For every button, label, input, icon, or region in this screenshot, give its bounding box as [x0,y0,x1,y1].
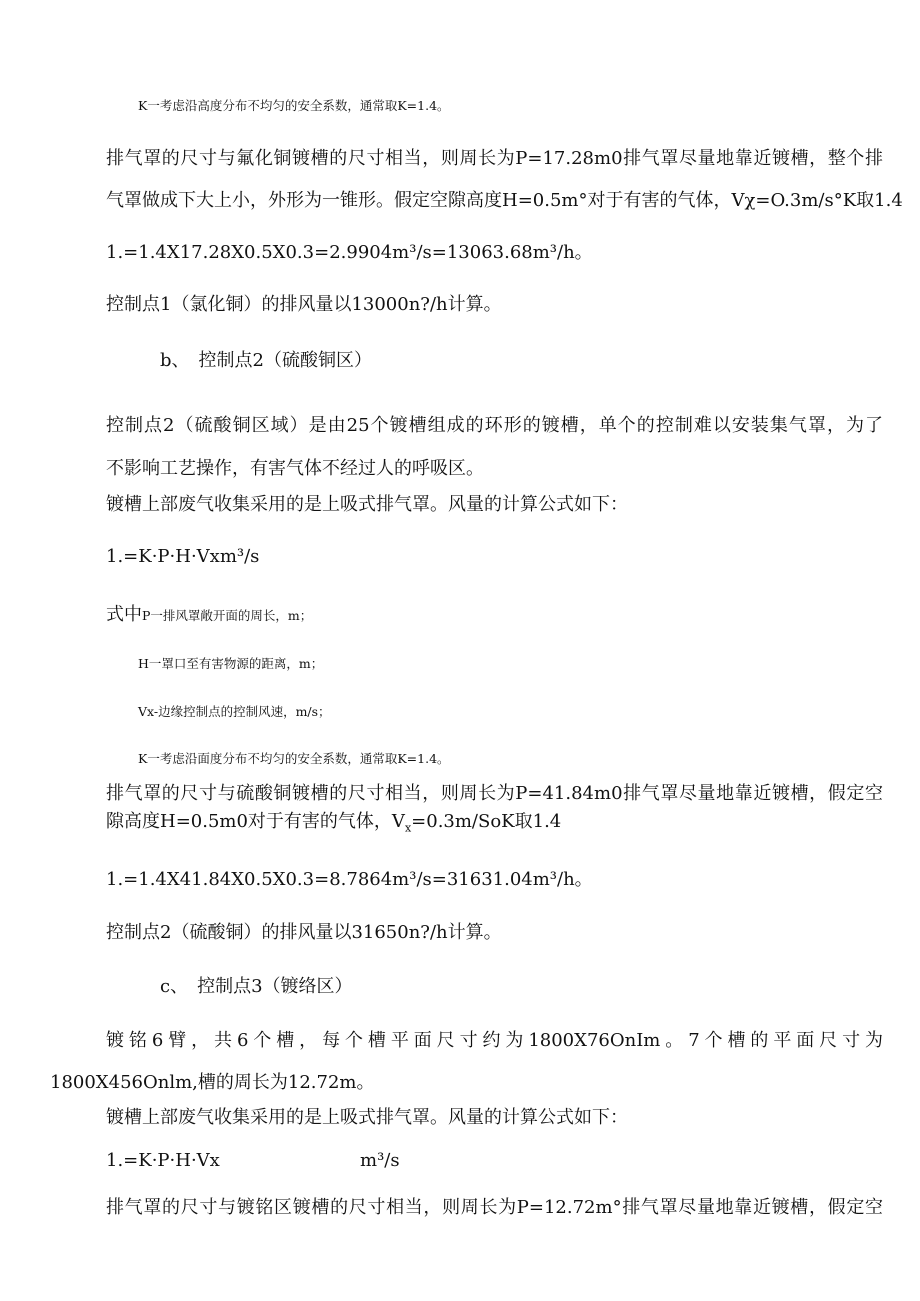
legend-prefix: 式中 [106,604,142,625]
formula-result-1: 1.=1.4X17.28X0.5X0.3=2.9904m³∕s=13063.68m³∕h。 [106,242,593,263]
legend-k: K一考虑沿面度分布不均匀的安全系数，通常取K=1.4。 [138,751,450,766]
legend-vx: Vx-边缘控制点的控制风速，m/s； [138,704,331,719]
paragraph-line: 镀槽上部废气收集采用的是上吸式排气罩。风量的计算公式如下： [106,494,628,515]
legend-p: P一排风罩敞开面的周长，m； [142,608,313,623]
subscript-x: x [404,821,412,835]
paragraph-line: 排气罩的尺寸与硫酸铜镀槽的尺寸相当，则周长为P=41.84m0排气罩尽量地靠近镀槽，假定空 [106,783,883,804]
paragraph-line: 不影响工艺操作，有害气体不经过人的呼吸区。 [106,458,484,479]
paragraph-line: 镀铭6臂，共6个槽，每个槽平面尺寸约为1800X76OnIm。7个槽的平面尺寸为 [106,1030,883,1051]
paragraph-line: 1800X456Onlm,槽的周长为12.72m。 [50,1072,375,1093]
section-heading-b: b、 控制点2（硫酸铜区） [160,350,372,371]
airflow-conclusion-2: 控制点2（硫酸铜）的排风量以31650n?/h计算。 [106,922,502,943]
paragraph-line: 控制点2（硫酸铜区域）是由25个镀槽组成的环形的镀槽，单个的控制难以安装集气罩，为了 [106,415,883,436]
text-run: 隙高度H=0.5m0对于有害的气体，V [106,811,405,832]
paragraph-line: 镀槽上部废气收集采用的是上吸式排气罩。风量的计算公式如下： [106,1107,628,1128]
paragraph-line: 排气罩的尺寸与氟化铜镀槽的尺寸相当，则周长为P=17.28m0排气罩尽量地靠近镀槽，整个排 [106,148,883,169]
legend-h: H一罩口至有害物源的距离，m； [138,656,324,671]
formula-unit: m³∕s [360,1150,400,1171]
formula-result-2: 1.=1.4X41.84X0.5X0.3=8.7864m³∕s=31631.04m³∕h。 [106,869,593,890]
airflow-conclusion-1: 控制点1（氯化铜）的排风量以13000n?/h计算。 [106,294,502,315]
section-heading-c: c、 控制点3（镀络区） [160,976,353,997]
formula-variable: 1.=K·P·H·Vx [106,1150,220,1171]
formula-legend [106,600,312,626]
paragraph-line: 气罩做成下大上小，外形为一锥形。假定空隙高度H=0.5m°对于有害的气体，Vχ=O.3m∕s°K取1.4 [106,190,903,211]
paragraph-line [106,807,561,835]
safety-coefficient-note-1: K一考虑沿高度分布不均匀的安全系数，通常取K=1.4。 [138,98,450,113]
formula-line: 1.=K·P·H·Vxm³∕s [106,546,260,567]
text-run: =0.3m∕SoK取1.4 [411,811,562,832]
paragraph-line: 排气罩的尺寸与镀铭区镀槽的尺寸相当，则周长为P=12.72m°排气罩尽量地靠近镀槽，假定空 [106,1197,883,1218]
